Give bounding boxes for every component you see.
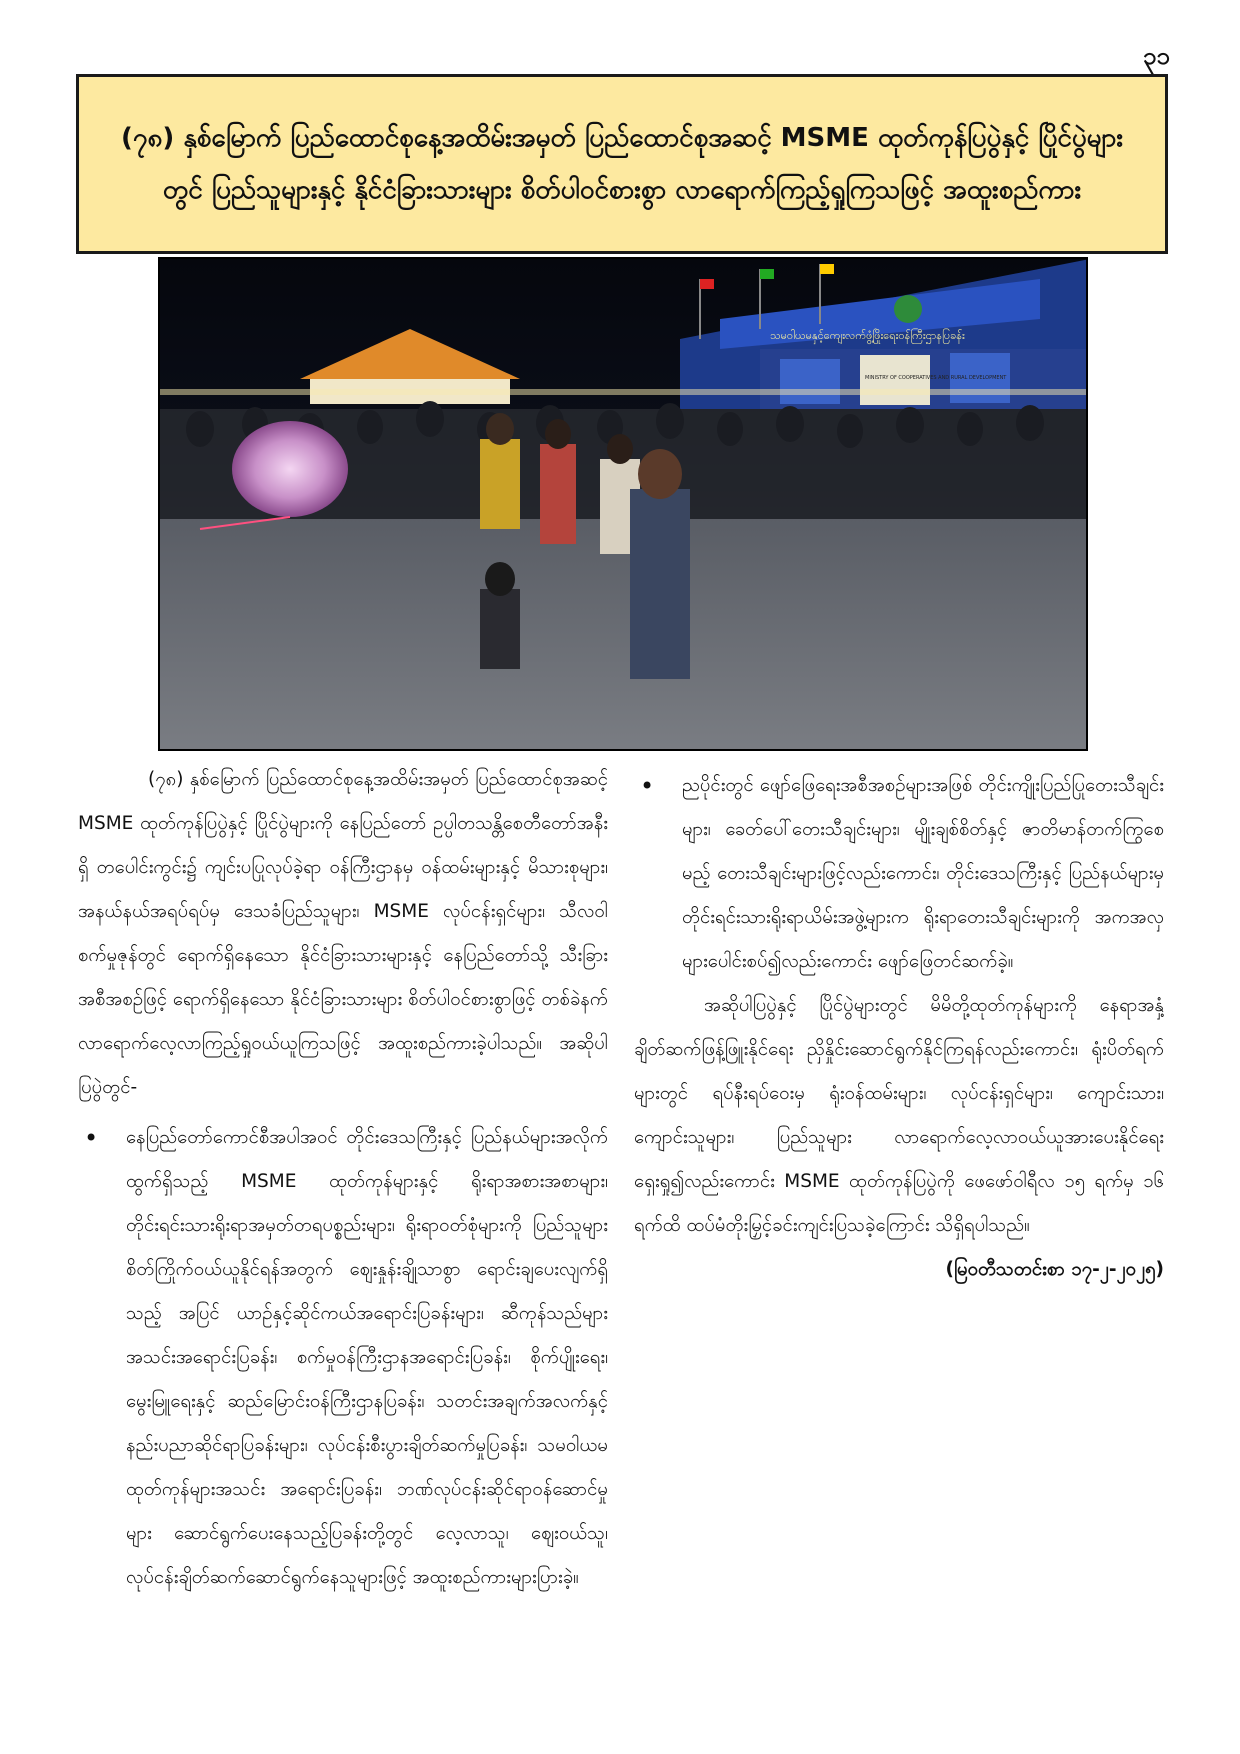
left-column [78,758,608,1600]
bullet-item [634,764,1164,984]
headline: (၇၈) နှစ်မြောက် ပြည်ထောင်စုနေ့အထိမ်းအမှတ် ပြည်ထောင်စုအဆင့် MSME ထုတ်ကုန်ပြပွဲနှင့် ပြိုင်ပွဲများတွင် ပြည်သူများနှင့် နိုင်ငံခြားသားများ စိတ်ပါဝင်စားစွာ လာရောက်ကြည့်ရှုကြသဖြင့် အထူးစည်ကား [121,123,1123,205]
bullet-item [78,1116,608,1600]
intro-paragraph: (၇၈) နှစ်မြောက် ပြည်ထောင်စုနေ့အထိမ်းအမှတ် ပြည်ထောင်စုအဆင့် MSME ထုတ်ကုန်ပြပွဲနှင့် ပြိုင်ပွဲများကို နေပြည်တော် ဥပ္ပါတသန္တိစေတီတော်အနီးရှိ တပေါင်းကွင်း၌ ကျင်းပပြုလုပ်ခဲ့ရာ ဝန်ကြီးဌာနမှ ဝန်ထမ်းများနှင့် မိသားစုများ၊ အနယ်နယ်အရပ်ရပ်မှ ဒေသခံပြည်သူများ၊ MSME လုပ်ငန်းရှင်များ၊ သီလဝါစက်မှုဇုန်တွင် ရောက်ရှိနေသော နိုင်ငံခြားသားများနှင့် နေပြည်တော်သို့ သီးခြားအစီအစဉ်ဖြင့် ရောက်ရှိနေသော နိုင်ငံခြားသားများ စိတ်ပါဝင်စားစွာဖြင့် တစ်ခဲနက်လာရောက်လေ့လာကြည့်ရှုဝယ်ယူကြသဖြင့် အထူးစည်ကားခဲ့ပါသည်။ အဆိုပါပြပွဲတွင်- [78,769,608,1098]
bullet-text: ညပိုင်းတွင် ဖျော်ဖြေရေးအစီအစဉ်များအဖြစ် တိုင်းကျိုးပြည်ပြုတေးသီချင်းများ၊ ခေတ်ပေါ်တေးသီချင်းများ၊ မျိုးချစ်စိတ်နှင့် ဇာတိမာန်တက်ကြွစေမည့် တေးသီချင်းများဖြင့်လည်းကောင်း၊ တိုင်းဒေသကြီးနှင့် ပြည်နယ်များမှ တိုင်းရင်းသားရိုးရာယိမ်းအဖွဲ့များက ရိုးရာတေးသီချင်းများကို အကအလှများပေါင်းစပ်၍လည်းကောင်း ဖျော်ဖြေတင်ဆက်ခဲ့။ [682,775,1164,972]
source-citation: (မြဝတီသတင်းစာ ၁၇-၂-၂၀၂၅) [945,1259,1164,1280]
bullet-text: နေပြည်တော်ကောင်စီအပါအဝင် တိုင်းဒေသကြီးနှင့် ပြည်နယ်များအလိုက်ထွက်ရှိသည့် MSME ထုတ်ကုန်များနှင့် ရိုးရာအစားအစာများ၊ တိုင်းရင်းသားရိုးရာအမှတ်တရပစ္စည်းများ၊ ရိုးရာဝတ်စုံများကို ပြည်သူများ စိတ်ကြိုက်ဝယ်ယူနိုင်ရန်အတွက် ဈေးနှုန်းချိုသာစွာ ရောင်းချပေးလျက်ရှိသည့် အပြင် ယာဉ်နှင့်ဆိုင်ကယ်အရောင်းပြခန်းများ၊ ဆီကုန်သည်များအသင်းအရောင်းပြခန်း၊ စက်မှုဝန်ကြီးဌာနအရောင်းပြခန်း၊ စိုက်ပျိုးရေး၊ မွေးမြူရေးနှင့် ဆည်မြောင်းဝန်ကြီးဌာနပြခန်း၊ သတင်းအချက်အလက်နှင့် နည်းပညာဆိုင်ရာပြခန်းများ၊ လုပ်ငန်းစီးပွားချိတ်ဆက်မှုပြခန်း၊ သမဝါယမထုတ်ကုန်များအသင်း အရောင်းပြခန်း၊ ဘဏ်လုပ်ငန်းဆိုင်ရာဝန်ဆောင်မှုများ ဆောင်ရွက်ပေးနေသည့်ပြခန်းတို့တွင် လေ့လာသူ၊ ဈေးဝယ်သူ၊ လုပ်ငန်းချိတ်ဆက်ဆောင်ရွက်နေသူများဖြင့် အထူးစည်ကားများပြားခဲ့။ [126,1127,608,1588]
closing-paragraph: အဆိုပါပြပွဲနှင့် ပြိုင်ပွဲများတွင် မိမိတို့ထုတ်ကုန်များကို နေရာအနှံ့ချိတ်ဆက်ဖြန့်ဖြူးနိုင်ရေး ညှိနှိုင်းဆောင်ရွက်နိုင်ကြရန်လည်းကောင်း၊ ရုံးပိတ်ရက်များတွင် ရပ်နီးရပ်ဝေးမှ ရုံးဝန်ထမ်းများ၊ လုပ်ငန်းရှင်များ၊ ကျောင်းသား၊ ကျောင်းသူများ၊ ပြည်သူများ လာရောက်လေ့လာဝယ်ယူအားပေးနိုင်ရေး ရှေးရှု၍လည်းကောင်း MSME ထုတ်ကုန်ပြပွဲကို ဖေဖော်ဝါရီလ ၁၅ ရက်မှ ၁၆ ရက်ထိ ထပ်မံတိုးမြှင့်ခင်းကျင်းပြသခဲ့ကြောင်း သိရှိရပါသည်။ [634,995,1164,1236]
bullet-dot-icon: • [84,1124,99,1152]
event-photo-illustration [160,259,1088,751]
ministry-sign-text: MINISTRY OF COOPERATIVES AND RURAL DEVELOPMENT [865,375,1007,381]
bullet-dot-icon: • [640,772,655,800]
page-number: ၃၁ [1143,42,1170,70]
pavilion-banner-text: သမဝါယမနှင့်ကျေးလက်ဖွံ့ဖြိုးရေးဝန်ကြီးဌာနပြခန်း [770,329,965,342]
right-column [634,758,1164,1292]
event-photo [158,257,1088,751]
headline-box [76,74,1168,254]
